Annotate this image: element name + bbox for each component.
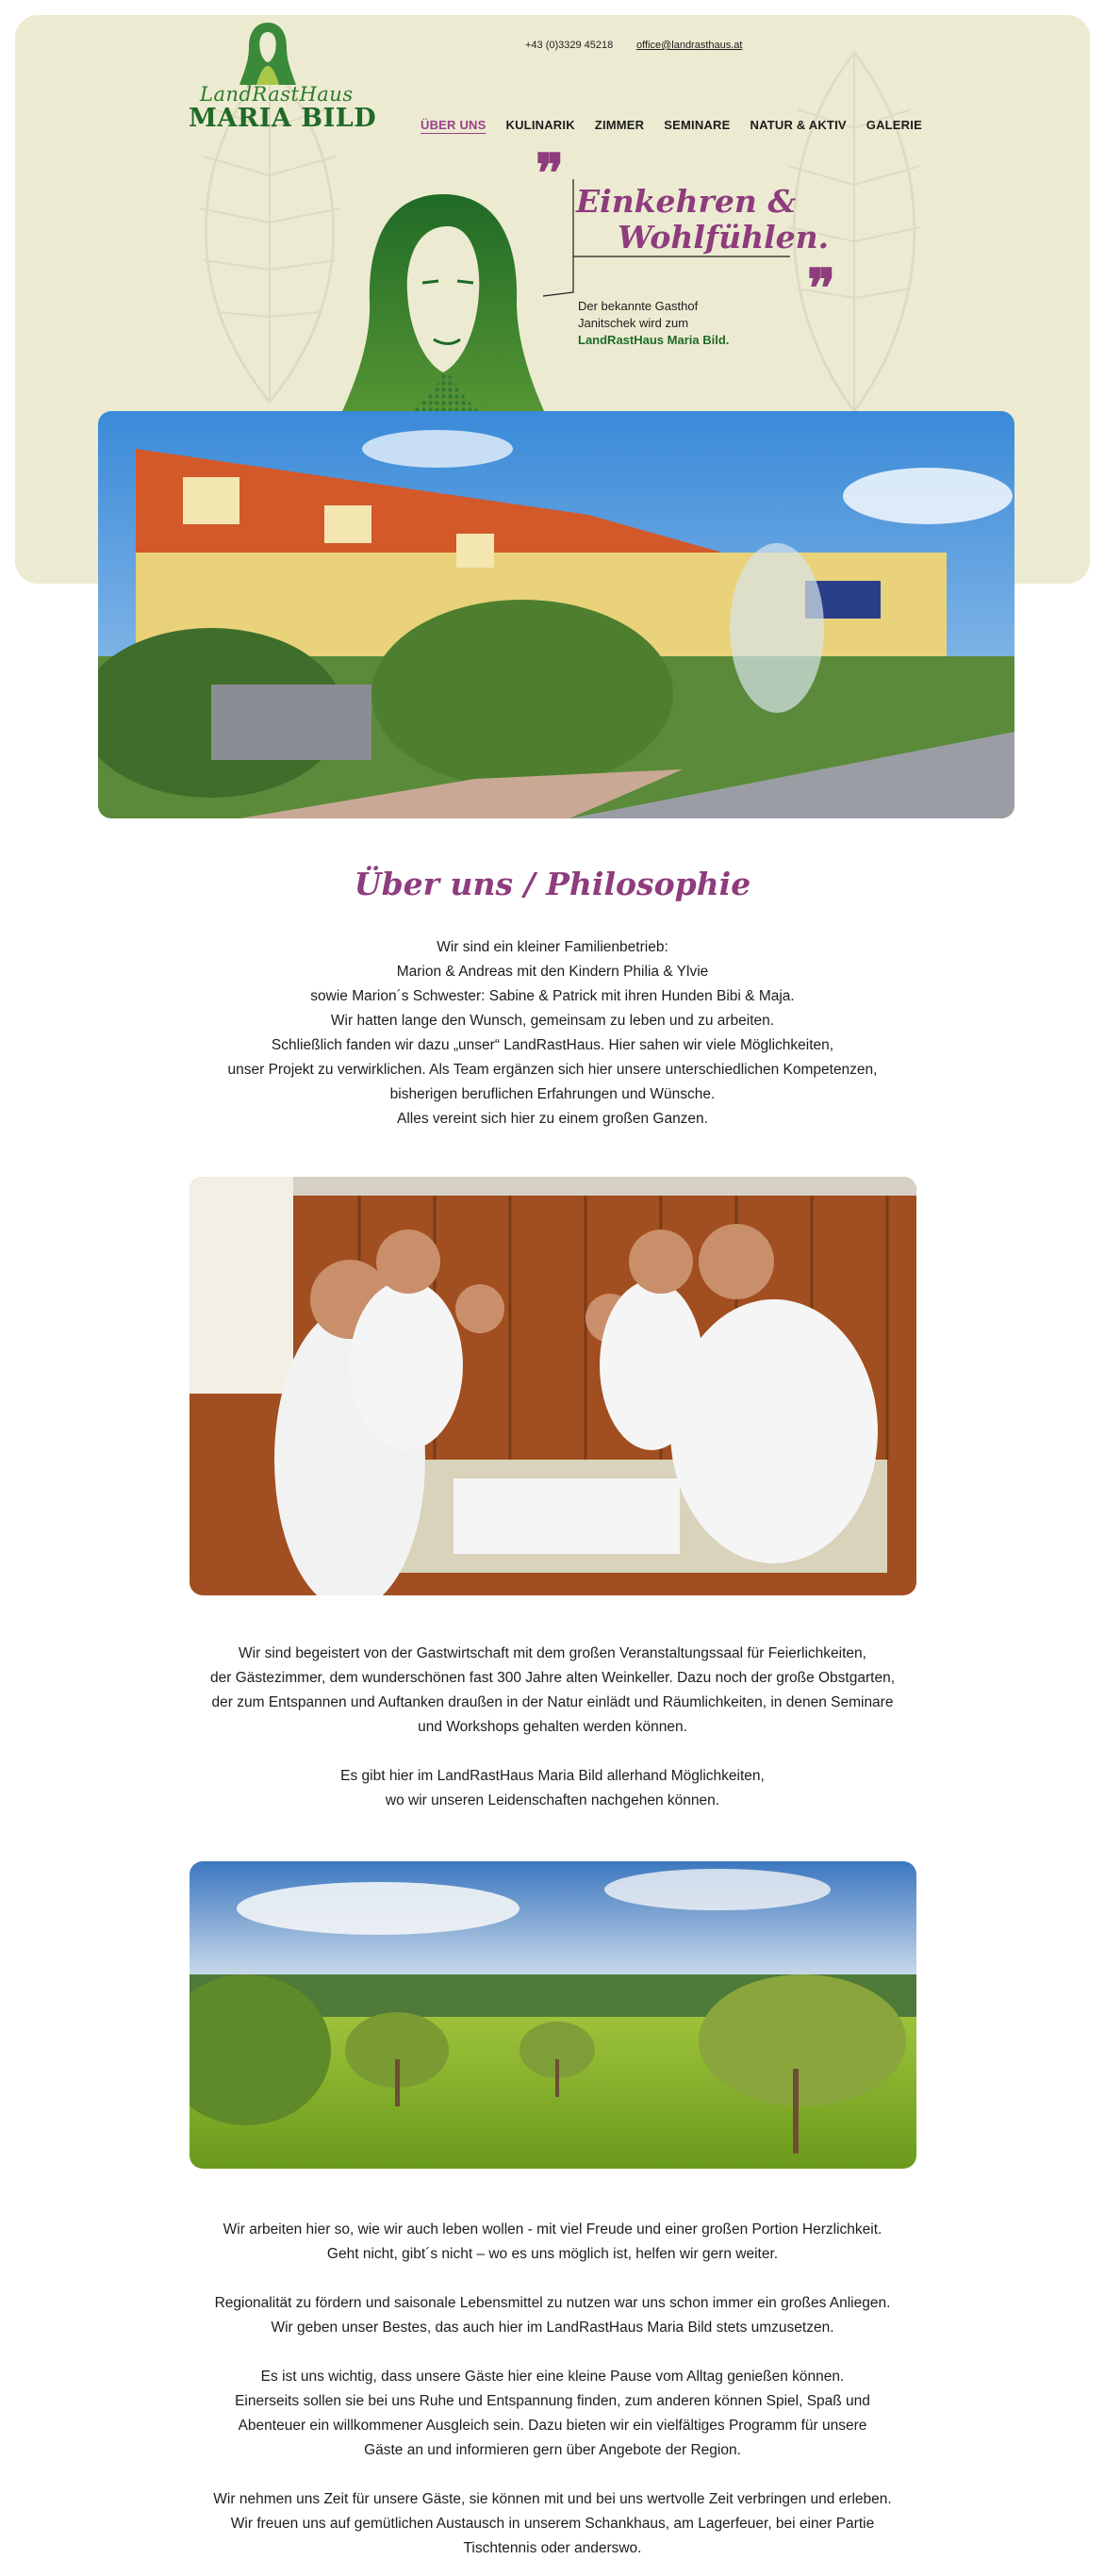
paragraph-line: sowie Marion´s Schwester: Sabine & Patrick mit ihren Hunden Bibi & Maja. xyxy=(310,988,795,1004)
hero-intro-text xyxy=(578,298,729,349)
paragraph-line: und Workshops gehalten werden können. xyxy=(418,1719,687,1735)
regional-paragraph xyxy=(0,2291,1105,2340)
nav-item-seminare[interactable]: SEMINARE xyxy=(664,118,731,132)
paragraph-line: Alles vereint sich hier zu einem großen Ganzen. xyxy=(397,1111,708,1127)
paragraph-line: Es ist uns wichtig, dass unsere Gäste hier eine kleine Pause vom Alltag genießen können. xyxy=(260,2369,845,2385)
nav-item-ueber-uns[interactable]: ÜBER UNS xyxy=(421,118,487,132)
paragraph-line: Einerseits sollen sie bei uns Ruhe und Entspannung finden, zum anderen können Spiel, Spaß und xyxy=(235,2393,870,2409)
paragraph-line: Wir sind begeistert von der Gastwirtschaft mit dem großen Veranstaltungssaal für Feierlichkeiten, xyxy=(239,1645,866,1661)
house-photo xyxy=(98,411,1014,818)
nav-item-natur-aktiv[interactable]: NATUR & AKTIV xyxy=(750,118,847,132)
guests-paragraph xyxy=(0,2365,1105,2463)
main-navigation xyxy=(421,118,942,132)
phone-link[interactable]: +43 (0)3329 45218 xyxy=(525,40,614,51)
landscape-photo xyxy=(190,1861,916,2169)
paragraph-line: Abenteuer ein willkommener Ausgleich sein. Dazu bieten wir ein vielfältiges Programm für unsere xyxy=(238,2418,867,2434)
slogan-line2: Wohlfühlen. xyxy=(618,219,830,256)
paragraph-line: Tischtennis oder anderswo. xyxy=(463,2540,642,2556)
paragraph-line: Marion & Andreas mit den Kindern Philia & Ylvie xyxy=(396,964,709,980)
gastro-paragraph xyxy=(0,1642,1105,1740)
intro-paragraph xyxy=(0,935,1105,1131)
family-image xyxy=(190,1177,916,1595)
paragraph-line: Es gibt hier im LandRastHaus Maria Bild allerhand Möglichkeiten, xyxy=(340,1768,765,1784)
hero-text-line1: Der bekannte Gasthof xyxy=(578,299,699,313)
paragraph-line: Gäste an und informieren gern über Angebote der Region. xyxy=(364,2442,741,2458)
paragraph-line: Wir hatten lange den Wunsch, gemeinsam zu leben und zu arbeiten. xyxy=(330,1013,775,1029)
paragraph-line: der zum Entspannen und Auftanken draußen in der Natur einlädt und Räumlichkeiten, in denen Seminare xyxy=(211,1694,894,1710)
paragraph-line: Schließlich fanden wir dazu „unser“ LandRastHaus. Hier sahen wir viele Möglichkeiten, xyxy=(271,1037,834,1053)
paragraph-line: Wir nehmen uns Zeit für unsere Gäste, sie können mit und bei uns wertvolle Zeit verbringen und erleben. xyxy=(213,2491,892,2507)
quote-close-icon: ❞ xyxy=(807,257,836,320)
email-link[interactable]: office@landrasthaus.at xyxy=(636,40,743,51)
paragraph-line: Wir arbeiten hier so, wie wir auch leben wollen - mit viel Freude und einer großen Portion Herzlichkeit. xyxy=(223,2221,882,2237)
philosophy-paragraph xyxy=(0,2218,1105,2267)
hero-text-line2: Janitschek wird zum xyxy=(578,316,689,330)
paragraph-line: Wir freuen uns auf gemütlichen Austausch in unserem Schankhaus, am Lagerfeuer, bei einer Partie xyxy=(230,2516,875,2532)
nav-item-zimmer[interactable]: ZIMMER xyxy=(594,118,645,132)
slogan-line1: Einkehren & xyxy=(576,183,797,220)
paragraph-line: der Gästezimmer, dem wunderschönen fast 300 Jahre alten Weinkeller. Dazu noch der große Obstgarten, xyxy=(209,1670,895,1686)
family-photo xyxy=(190,1177,916,1595)
nav-item-galerie[interactable]: GALERIE xyxy=(866,118,922,132)
house-image xyxy=(98,411,1014,818)
paragraph-line: wo wir unseren Leidenschaften nachgehen können. xyxy=(385,1792,720,1808)
paragraph-line: Geht nicht, gibt´s nicht – wo es uns möglich ist, helfen wir gern weiter. xyxy=(326,2246,779,2262)
logo-script-text: LandRastHaus xyxy=(200,83,354,106)
section-title: Über uns / Philosophie xyxy=(354,866,751,902)
logo-woman-icon xyxy=(238,21,298,87)
logo-main-text: MARIA BILD xyxy=(189,104,377,133)
nav-item-kulinarik[interactable]: KULINARIK xyxy=(505,118,575,132)
possibilities-paragraph xyxy=(0,1764,1105,1813)
paragraph-line: unser Projekt zu verwirklichen. Als Team ergänzen sich hier unsere unterschiedlichen Kompetenzen, xyxy=(227,1062,878,1078)
paragraph-line: bisherigen beruflichen Erfahrungen und Wünsche. xyxy=(389,1086,716,1102)
paragraph-line: Regionalität zu fördern und saisonale Lebensmittel zu nutzen war uns schon immer ein großes Anliegen. xyxy=(214,2295,891,2311)
logo[interactable] xyxy=(189,21,377,134)
paragraph-line: Wir geben unser Bestes, das auch hier im LandRastHaus Maria Bild stets umzusetzen. xyxy=(271,2320,834,2336)
hero-text-strong: LandRastHaus Maria Bild. xyxy=(578,333,730,347)
paragraph-line: Wir sind ein kleiner Familienbetrieb: xyxy=(437,939,668,955)
quote-open-icon: ❞ xyxy=(536,142,565,205)
landscape-image xyxy=(190,1861,916,2169)
time-paragraph xyxy=(0,2487,1105,2561)
